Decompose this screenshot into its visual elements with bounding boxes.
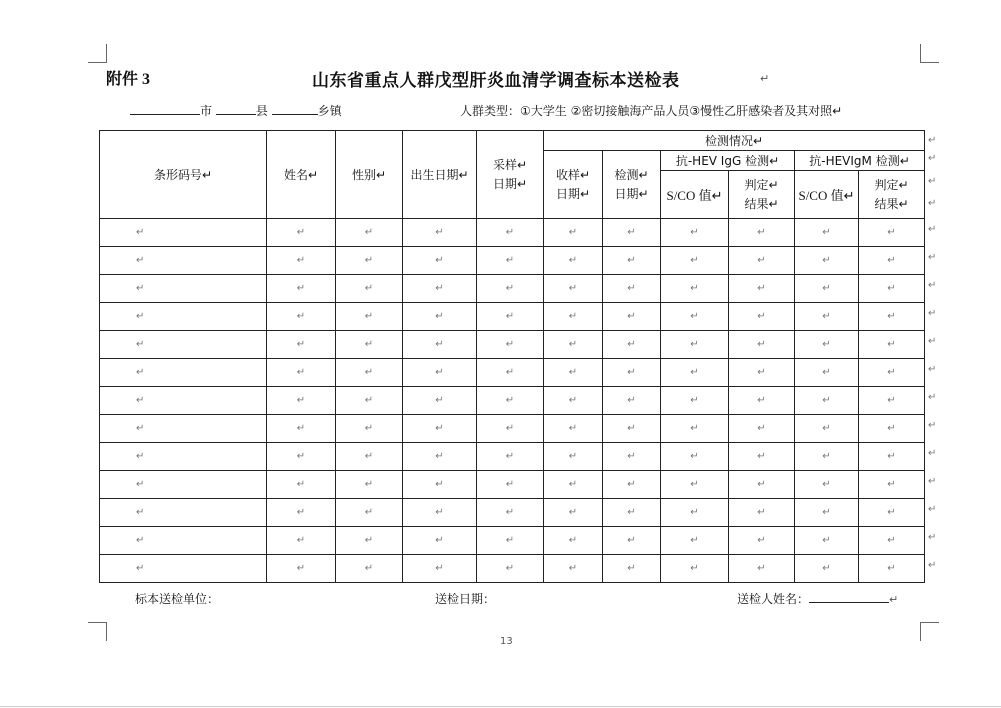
table-cell[interactable]: ↵ [859,303,925,331]
table-cell[interactable]: ↵ [859,471,925,499]
table-cell[interactable]: ↵ [267,555,336,583]
table-row [100,443,925,471]
table-cell[interactable]: ↵ [661,219,729,247]
table-cell[interactable]: ↵ [336,331,403,359]
header-receive-date-line1: 收样↵ [555,167,591,182]
table-cell[interactable]: ↵ [100,331,267,359]
table-cell[interactable]: ↵ [267,219,336,247]
form-footer [99,590,925,610]
table-cell[interactable]: ↵ [477,471,544,499]
table-cell[interactable]: ↵ [336,471,403,499]
paragraph-mark: ↵ [928,252,937,263]
header-sex: 性别↵ [336,131,403,219]
table-row [100,415,925,443]
city-label: 市 [200,104,213,118]
table-cell[interactable]: ↵ [544,555,603,583]
table-cell[interactable]: ↵ [661,527,729,555]
paragraph-mark: ↵ [928,448,937,459]
table-cell[interactable]: ↵ [267,303,336,331]
crop-mark-bottom-right [920,622,939,641]
header-receive-date-line2: 日期↵ [555,186,591,201]
town-label: 乡镇 [317,104,342,118]
appendix-label: 附件 3 [106,71,151,88]
table-cell[interactable]: ↵ [603,359,661,387]
table-cell[interactable]: ↵ [859,443,925,471]
header-sampling-date-line2: 日期↵ [492,176,528,191]
table-cell[interactable]: ↵ [267,359,336,387]
table-cell[interactable]: ↵ [477,443,544,471]
table-cell[interactable]: ↵ [544,359,603,387]
table-cell[interactable]: ↵ [100,443,267,471]
paragraph-mark: ↵ [928,476,937,487]
table-cell[interactable]: ↵ [403,275,477,303]
table-cell[interactable]: ↵ [403,303,477,331]
table-cell[interactable]: ↵ [729,275,795,303]
table-cell[interactable]: ↵ [267,247,336,275]
table-cell[interactable]: ↵ [336,219,403,247]
table-cell[interactable]: ↵ [544,471,603,499]
table-cell[interactable]: ↵ [544,387,603,415]
table-cell[interactable]: ↵ [729,219,795,247]
table-row [100,387,925,415]
header-igm-group: 抗-HEVIgM 检测↵ [795,151,925,171]
table-cell[interactable]: ↵ [403,443,477,471]
paragraph-mark: ↵ [928,224,937,235]
table-cell[interactable]: ↵ [795,275,859,303]
page-bottom-edge [0,706,1001,707]
table-cell[interactable]: ↵ [544,527,603,555]
paragraph-mark: ↵ [928,532,937,543]
paragraph-mark: ↵ [928,198,937,209]
table-cell[interactable]: ↵ [403,247,477,275]
header-detection: 检测情况↵ [544,131,925,151]
crop-mark-top-right [920,44,939,63]
table-cell[interactable]: ↵ [100,499,267,527]
table-cell[interactable]: ↵ [795,415,859,443]
table-cell[interactable]: ↵ [403,219,477,247]
paragraph-mark: ↵ [928,560,937,571]
table-cell[interactable]: ↵ [267,331,336,359]
table-cell[interactable]: ↵ [859,527,925,555]
table-row [100,499,925,527]
table-cell[interactable]: ↵ [859,499,925,527]
table-cell[interactable]: ↵ [544,219,603,247]
table-cell[interactable]: ↵ [859,331,925,359]
table-cell[interactable]: ↵ [477,359,544,387]
header-test-date-line1: 检测↵ [614,167,649,182]
table-cell[interactable]: ↵ [477,303,544,331]
table-cell[interactable]: ↵ [795,219,859,247]
table-cell[interactable]: ↵ [795,387,859,415]
paragraph-mark: ↵ [928,280,937,291]
table-cell[interactable]: ↵ [544,499,603,527]
table-cell[interactable]: ↵ [267,499,336,527]
city-blank[interactable] [130,102,200,115]
table-cell[interactable]: ↵ [477,331,544,359]
table-cell[interactable]: ↵ [859,415,925,443]
table-cell[interactable]: ↵ [100,387,267,415]
table-cell[interactable]: ↵ [661,499,729,527]
table-body [100,219,925,583]
paragraph-mark: ↵ [928,308,937,319]
table-cell[interactable]: ↵ [729,415,795,443]
table-cell[interactable]: ↵ [267,443,336,471]
table-cell[interactable]: ↵ [795,471,859,499]
table-cell[interactable]: ↵ [100,555,267,583]
paragraph-mark: ↵ [928,364,937,375]
table-cell[interactable]: ↵ [795,443,859,471]
table-row [100,247,925,275]
table-cell[interactable]: ↵ [729,387,795,415]
table-cell[interactable]: ↵ [859,555,925,583]
crowd-type-text: 人群类型：①大学生 ②密切接触海产品人员③慢性乙肝感染者及其对照↵ [460,104,843,118]
header-birth-date: 出生日期↵ [403,131,477,219]
table-cell[interactable]: ↵ [603,303,661,331]
table-cell[interactable]: ↵ [729,247,795,275]
table-cell[interactable]: ↵ [661,387,729,415]
table-cell[interactable]: ↵ [100,527,267,555]
footer-sender-label: 送检人姓名： [737,592,810,606]
specimen-table [99,130,925,583]
page-title: 山东省重点人群戊型肝炎血清学调查标本送检表 [312,71,680,91]
header-igg-sco: S/CO 值↵ [661,171,729,219]
table-cell[interactable]: ↵ [603,219,661,247]
table-cell[interactable]: ↵ [477,555,544,583]
table-cell[interactable]: ↵ [100,359,267,387]
table-cell[interactable]: ↵ [100,247,267,275]
header-igm-judge-line1: 判定↵ [874,177,909,192]
table-cell[interactable]: ↵ [661,555,729,583]
table-cell[interactable]: ↵ [403,387,477,415]
table-cell[interactable]: ↵ [603,499,661,527]
table-cell[interactable]: ↵ [859,247,925,275]
table-cell[interactable]: ↵ [336,527,403,555]
header-igm-judge [859,171,925,219]
table-cell[interactable]: ↵ [477,499,544,527]
table-cell[interactable]: ↵ [336,387,403,415]
table-cell[interactable]: ↵ [729,527,795,555]
paragraph-mark: ↵ [928,176,937,187]
paragraph-mark: ↵ [928,153,937,164]
table-cell[interactable]: ↵ [267,387,336,415]
table-cell[interactable]: ↵ [661,331,729,359]
table-row [100,471,925,499]
header-sampling-date-line1: 采样↵ [492,157,528,172]
header-igg-judge-line1: 判定↵ [744,177,779,192]
table-cell[interactable]: ↵ [477,527,544,555]
table-cell[interactable]: ↵ [403,415,477,443]
table-cell[interactable]: ↵ [795,527,859,555]
header-igm-sco: S/CO 值↵ [795,171,859,219]
crop-mark-bottom-left [88,622,107,641]
header-receive-date [544,151,603,219]
table-cell[interactable]: ↵ [267,275,336,303]
paragraph-mark: ↵ [928,420,937,431]
sender-blank[interactable] [809,590,889,603]
table-cell[interactable]: ↵ [477,387,544,415]
table-cell[interactable]: ↵ [544,303,603,331]
footer-submitting-unit: 标本送检单位： [135,592,220,606]
table-row [100,219,925,247]
table-cell[interactable]: ↵ [336,499,403,527]
footer-submit-date: 送检日期： [435,592,496,606]
table-row [100,359,925,387]
header-barcode: 条形码号↵ [100,131,267,219]
table-cell[interactable]: ↵ [403,471,477,499]
table-cell[interactable]: ↵ [795,247,859,275]
table-cell[interactable]: ↵ [729,331,795,359]
county-blank[interactable] [216,102,256,115]
table-cell[interactable]: ↵ [403,499,477,527]
table-cell[interactable]: ↵ [403,555,477,583]
table-cell[interactable]: ↵ [661,275,729,303]
paragraph-mark: ↵ [928,135,937,146]
table-cell[interactable]: ↵ [100,471,267,499]
table-cell[interactable]: ↵ [100,219,267,247]
table-cell[interactable]: ↵ [336,275,403,303]
paragraph-mark: ↵ [760,72,770,85]
table-cell[interactable]: ↵ [603,443,661,471]
table-cell[interactable]: ↵ [859,387,925,415]
table-cell[interactable]: ↵ [267,415,336,443]
town-blank[interactable] [272,102,318,115]
table-cell[interactable]: ↵ [859,219,925,247]
table-cell[interactable]: ↵ [477,219,544,247]
table-cell[interactable]: ↵ [336,415,403,443]
table-cell[interactable]: ↵ [336,443,403,471]
table-cell[interactable]: ↵ [795,499,859,527]
table-cell[interactable]: ↵ [603,331,661,359]
table-cell[interactable]: ↵ [544,415,603,443]
table-cell[interactable]: ↵ [403,359,477,387]
table-cell[interactable]: ↵ [403,331,477,359]
form-subheader [130,102,930,122]
header-test-date-line2: 日期↵ [614,186,649,201]
table-cell[interactable]: ↵ [661,359,729,387]
table-row [100,555,925,583]
table-cell[interactable]: ↵ [661,247,729,275]
table-cell[interactable]: ↵ [603,527,661,555]
table-cell[interactable]: ↵ [477,247,544,275]
table-cell[interactable]: ↵ [795,359,859,387]
table-row [100,275,925,303]
table-cell[interactable]: ↵ [603,471,661,499]
header-igg-judge-line2: 结果↵ [744,196,779,211]
table-cell[interactable]: ↵ [100,415,267,443]
footer-sender-name [737,590,898,607]
table-cell[interactable]: ↵ [267,527,336,555]
paragraph-mark: ↵ [889,593,899,606]
table-cell[interactable]: ↵ [729,555,795,583]
table-cell[interactable]: ↵ [603,387,661,415]
county-label: 县 [255,104,268,118]
header-igm-judge-line2: 结果↵ [874,196,909,211]
table-cell[interactable]: ↵ [544,443,603,471]
table-cell[interactable]: ↵ [544,247,603,275]
table-row [100,303,925,331]
table-cell[interactable]: ↵ [729,443,795,471]
table-cell[interactable]: ↵ [603,275,661,303]
table-cell[interactable]: ↵ [336,555,403,583]
table-cell[interactable]: ↵ [100,275,267,303]
header-igg-judge [729,171,795,219]
header-name: 姓名↵ [267,131,336,219]
table-row [100,527,925,555]
paragraph-mark: ↵ [928,504,937,515]
header-igg-group: 抗-HEV IgG 检测↵ [661,151,795,171]
table-cell[interactable]: ↵ [544,331,603,359]
table-cell[interactable]: ↵ [403,527,477,555]
table-cell[interactable]: ↵ [336,247,403,275]
table-cell[interactable]: ↵ [729,303,795,331]
table-cell[interactable]: ↵ [661,443,729,471]
table-cell[interactable]: ↵ [795,555,859,583]
table-cell[interactable]: ↵ [603,415,661,443]
crop-mark-top-left [88,44,107,63]
region-fields [130,102,342,119]
table-cell[interactable]: ↵ [267,471,336,499]
table-row [100,331,925,359]
paragraph-mark: ↵ [928,336,937,347]
table-cell[interactable]: ↵ [603,555,661,583]
table-cell[interactable]: ↵ [859,359,925,387]
table-cell[interactable]: ↵ [661,415,729,443]
table-cell[interactable]: ↵ [336,359,403,387]
table-cell[interactable]: ↵ [729,499,795,527]
table-cell[interactable]: ↵ [729,359,795,387]
table-cell[interactable]: ↵ [544,275,603,303]
table-cell[interactable]: ↵ [795,303,859,331]
header-sampling-date [477,131,544,219]
header-test-date [603,151,661,219]
table-cell[interactable]: ↵ [729,471,795,499]
table-cell[interactable]: ↵ [795,331,859,359]
table-cell[interactable]: ↵ [477,415,544,443]
table-cell[interactable]: ↵ [661,471,729,499]
table-cell[interactable]: ↵ [859,275,925,303]
table-cell[interactable]: ↵ [477,275,544,303]
table-cell[interactable]: ↵ [603,247,661,275]
table-cell[interactable]: ↵ [336,303,403,331]
table-cell[interactable]: ↵ [661,303,729,331]
table-cell[interactable]: ↵ [100,303,267,331]
paragraph-mark: ↵ [928,392,937,403]
page-number: 13 [500,636,513,647]
